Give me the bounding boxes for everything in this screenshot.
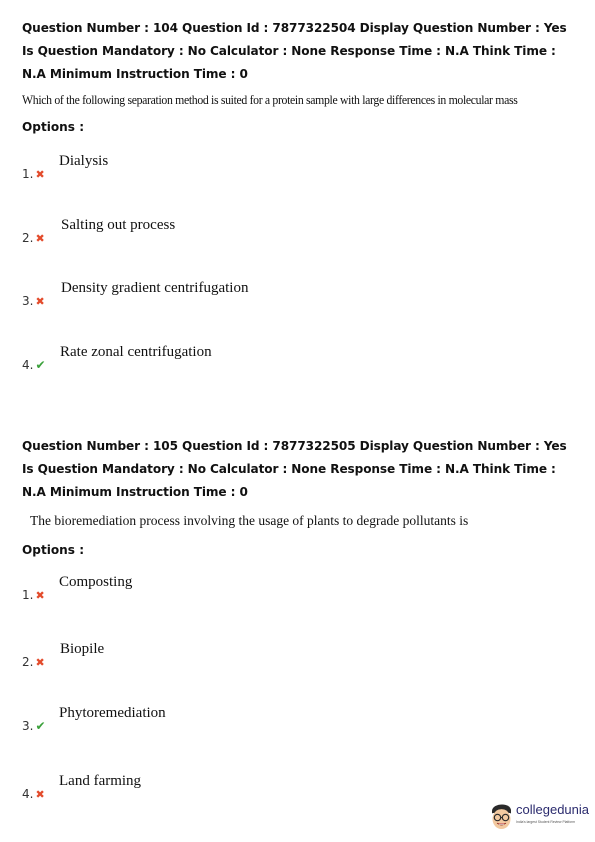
option-2 bbox=[22, 217, 562, 257]
check-icon: ✔ bbox=[35, 358, 46, 372]
option-text: Land farming bbox=[59, 773, 142, 789]
option-number: 3. ✔ bbox=[22, 719, 46, 733]
cross-icon: ✖ bbox=[35, 295, 45, 308]
check-icon: ✔ bbox=[35, 719, 46, 733]
mascot-face-icon bbox=[488, 800, 514, 832]
option-text: Salting out process bbox=[61, 217, 176, 233]
cross-icon: ✖ bbox=[35, 232, 45, 245]
option-number: 1. ✖ bbox=[22, 167, 45, 181]
option-text: Biopile bbox=[60, 641, 105, 657]
option-3 bbox=[22, 705, 562, 745]
cross-icon: ✖ bbox=[35, 589, 45, 602]
option-number: 4. ✖ bbox=[22, 787, 45, 801]
options-label: Options : bbox=[22, 120, 85, 134]
cross-icon: ✖ bbox=[35, 168, 45, 181]
option-text: Dialysis bbox=[59, 153, 109, 169]
option-4 bbox=[22, 344, 562, 384]
option-text: Rate zonal centrifugation bbox=[60, 344, 212, 360]
question-meta: Question Number : 105 Question Id : 7877322505 Display Question Number : Yes Is Question Mandatory : No Calculator : None Response Time : N.A Think Time : N.A Minimum Instruction Time : 0 bbox=[22, 439, 567, 499]
options-label: Options : bbox=[22, 543, 85, 557]
cross-icon: ✖ bbox=[35, 788, 45, 801]
option-3 bbox=[22, 280, 562, 320]
option-number: 1. ✖ bbox=[22, 588, 45, 602]
option-text: Composting bbox=[59, 574, 133, 590]
question-text: The bioremediation process involving the usage of plants to degrade pollutants is bbox=[30, 513, 469, 528]
option-number: 3. ✖ bbox=[22, 294, 45, 308]
option-text: Phytoremediation bbox=[59, 705, 166, 721]
option-number: 2. ✖ bbox=[22, 231, 45, 245]
option-text: Density gradient centrifugation bbox=[61, 280, 249, 296]
logo-name: collegedunia bbox=[516, 802, 590, 817]
question-text: Which of the following separation method is suited for a protein sample with large differences in molecular mass bbox=[22, 93, 518, 107]
logo-tagline: India's largest Student Review Platform bbox=[516, 820, 576, 824]
option-1 bbox=[22, 153, 562, 193]
cross-icon: ✖ bbox=[35, 656, 45, 669]
collegedunia-logo bbox=[488, 800, 593, 834]
option-1 bbox=[22, 574, 562, 614]
option-2 bbox=[22, 641, 562, 681]
option-number: 4. ✔ bbox=[22, 358, 46, 372]
option-4 bbox=[22, 773, 562, 813]
option-number: 2. ✖ bbox=[22, 655, 45, 669]
question-meta: Question Number : 104 Question Id : 7877322504 Display Question Number : Yes Is Question Mandatory : No Calculator : None Response Time : N.A Think Time : N.A Minimum Instruction Time : 0 bbox=[22, 21, 567, 81]
